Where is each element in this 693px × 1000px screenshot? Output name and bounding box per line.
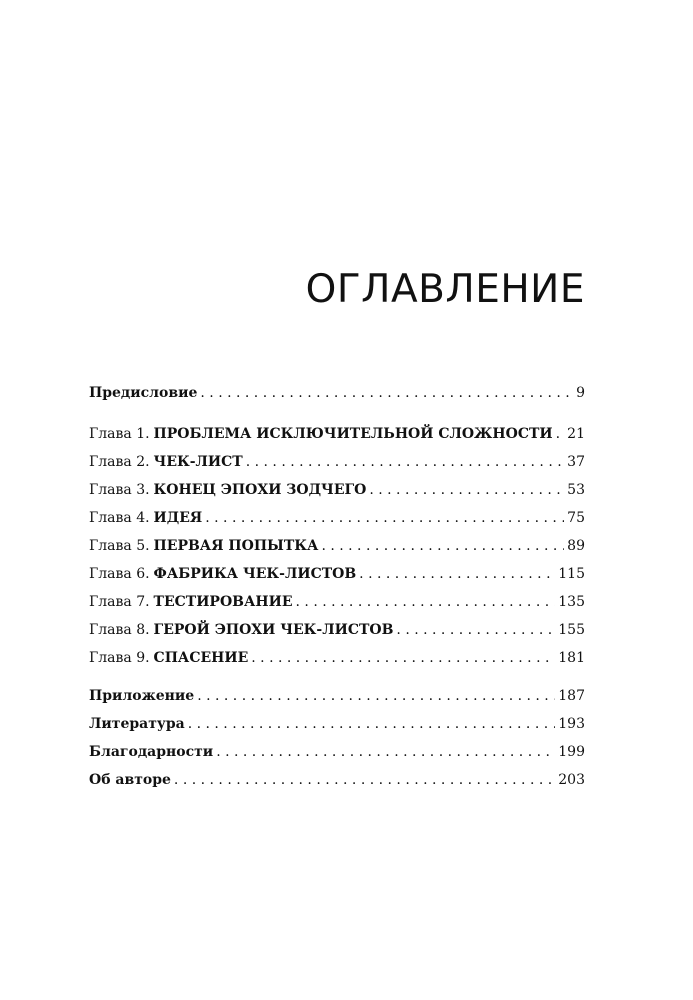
toc-entry-page: 203 — [558, 772, 585, 788]
toc-entry-about-author[interactable] — [89, 772, 585, 794]
dot-leader — [296, 594, 556, 610]
toc-entry-title: ГЕРОЙ ЭПОХИ ЧЕК-ЛИСТОВ — [153, 622, 394, 638]
toc-entry-literature[interactable] — [89, 716, 585, 738]
toc-entry-chapter-5[interactable] — [89, 538, 585, 560]
toc-entry-page: 53 — [567, 482, 585, 498]
toc-entry-page: 181 — [558, 650, 585, 666]
dot-leader — [205, 510, 564, 526]
toc-entry-page: 135 — [558, 594, 585, 610]
dot-leader — [197, 688, 555, 704]
dot-leader — [251, 650, 555, 666]
toc-entry-page: 187 — [558, 688, 585, 704]
chapter-number: Глава 3. — [89, 482, 150, 498]
toc-entry-title: ИДЕЯ — [153, 510, 203, 526]
toc-entry-title: Литература — [89, 716, 185, 732]
toc-entry-preface[interactable] — [89, 385, 585, 407]
chapter-number: Глава 7. — [89, 594, 150, 610]
toc-entry-chapter-2[interactable] — [89, 454, 585, 476]
toc-entry-chapter-7[interactable] — [89, 594, 585, 616]
toc-entry-title: ТЕСТИРОВАНИЕ — [153, 594, 293, 610]
toc-entry-page: 115 — [558, 566, 585, 582]
toc-entry-title: ФАБРИКА ЧЕК-ЛИСТОВ — [153, 566, 357, 582]
dot-leader — [556, 426, 565, 442]
toc-entry-page: 21 — [567, 426, 585, 442]
toc-entry-page: 75 — [567, 510, 585, 526]
toc-entry-title: КОНЕЦ ЭПОХИ ЗОДЧЕГО — [153, 482, 367, 498]
toc-entry-title: Приложение — [89, 688, 195, 704]
dot-leader — [246, 454, 564, 470]
dot-leader — [216, 744, 555, 760]
toc-entry-page: 199 — [558, 744, 585, 760]
toc-entry-title: ПЕРВАЯ ПОПЫТКА — [153, 538, 319, 554]
toc-entry-page: 89 — [567, 538, 585, 554]
chapter-number: Глава 1. — [89, 426, 150, 442]
toc-entry-chapter-4[interactable] — [89, 510, 585, 532]
dot-leader — [321, 538, 564, 554]
toc-entry-title: ПРОБЛЕМА ИСКЛЮЧИТЕЛЬНОЙ СЛОЖНОСТИ — [153, 426, 553, 442]
toc-entry-page: 9 — [576, 385, 585, 401]
dot-leader — [359, 566, 555, 582]
toc-entry-acknowledgements[interactable] — [89, 744, 585, 766]
toc-entry-page: 155 — [558, 622, 585, 638]
chapter-number: Глава 8. — [89, 622, 150, 638]
toc-entry-title: Предисловие — [89, 385, 198, 401]
toc-entry-chapter-6[interactable] — [89, 566, 585, 588]
toc-entry-chapter-8[interactable] — [89, 622, 585, 644]
toc-entry-chapter-3[interactable] — [89, 482, 585, 504]
toc-entry-page: 37 — [567, 454, 585, 470]
dot-leader — [200, 385, 573, 401]
chapter-number: Глава 2. — [89, 454, 150, 470]
toc-entry-title: СПАСЕНИЕ — [153, 650, 249, 666]
chapter-number: Глава 6. — [89, 566, 150, 582]
dot-leader — [396, 622, 555, 638]
toc-entry-chapter-1[interactable] — [89, 426, 585, 448]
dot-leader — [369, 482, 564, 498]
dot-leader — [174, 772, 555, 788]
dot-leader — [188, 716, 556, 732]
toc-entry-page: 193 — [558, 716, 585, 732]
toc-entry-title: Об авторе — [89, 772, 171, 788]
chapter-number: Глава 9. — [89, 650, 150, 666]
toc-entry-appendix[interactable] — [89, 688, 585, 710]
toc-entry-title: Благодарности — [89, 744, 214, 760]
page-title: ОГЛАВЛЕНИЕ — [305, 267, 585, 312]
toc-entry-chapter-9[interactable] — [89, 650, 585, 672]
chapter-number: Глава 5. — [89, 538, 150, 554]
toc-entry-title: ЧЕК-ЛИСТ — [153, 454, 243, 470]
chapter-number: Глава 4. — [89, 510, 150, 526]
